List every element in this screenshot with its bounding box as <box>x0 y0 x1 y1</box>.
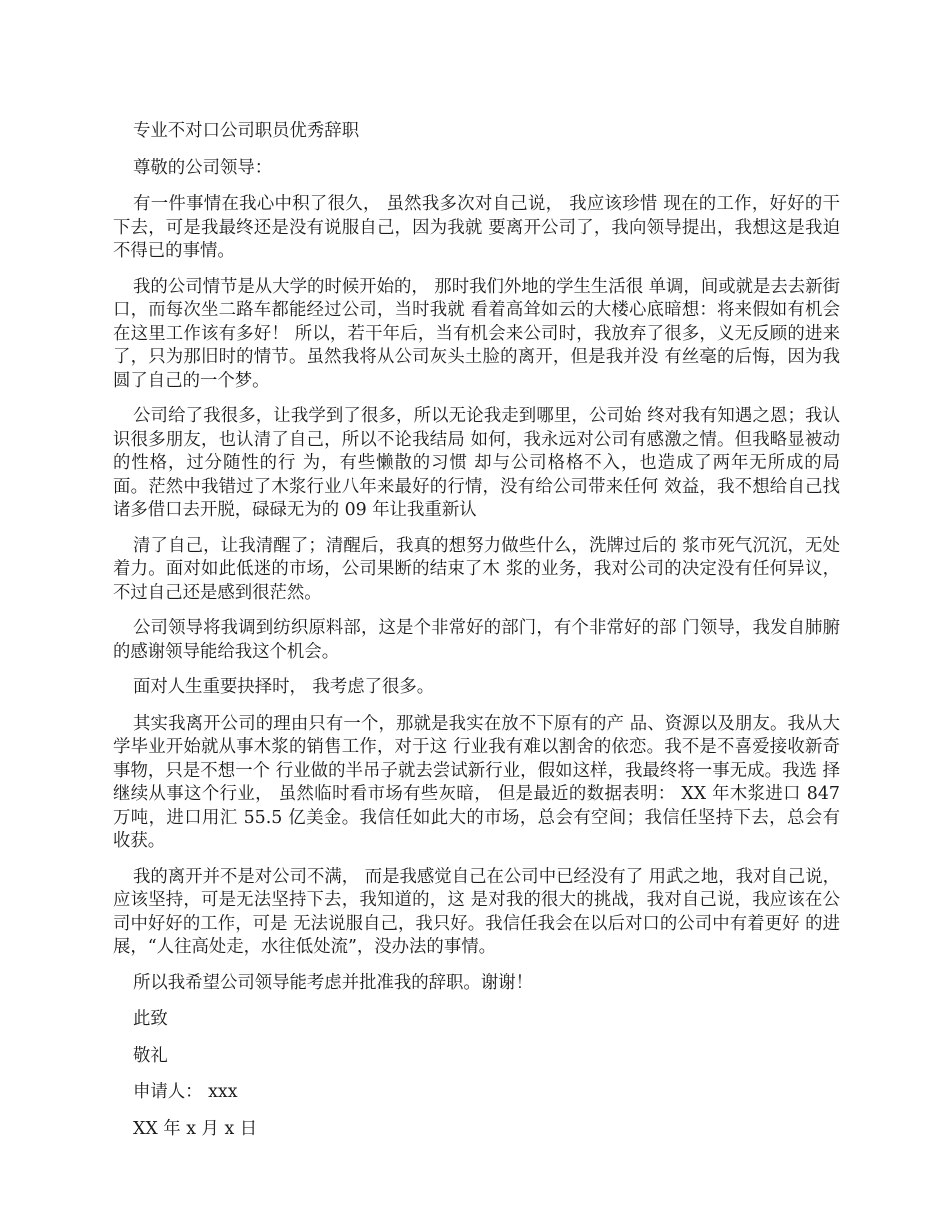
body-paragraph: 清了自己，让我清醒了；清醒后，我真的想努力做些什么，洗牌过后的 浆市死气沉沉，无处着力。面对如此低迷的市场，公司果断的结束了木 浆的业务，我对公司的决定没有任何异议，不过自己还是感到很茫然。 <box>113 535 840 603</box>
body-paragraph: 面对人生重要抉择时， 我考虑了很多。 <box>133 677 435 697</box>
closing-salutation: 此致 <box>133 1009 168 1029</box>
resignation-letter <box>113 120 840 1154</box>
body-paragraph: 公司领导将我调到纺织原料部，这是个非常好的部门，有个非常好的部 门领导，我发自肺腑的感谢领导能给我这个机会。 <box>113 618 840 662</box>
body-paragraph: 我的离开并不是对公司不满， 而是我感觉自己在公司中已经没有了 用武之地，我对自己说，应该坚持，可是无法坚持下去，我知道的，这 是对我的很大的挑战，我对自己说，我应该在公司中好好的工作，可是 无法说服自己，我只好。我信任我会在以后对口的公司中有着更好 的进展，“人往高处走，水往低处流”，没办法的事情。 <box>113 866 840 957</box>
letter-date: XX 年 x 月 x 日 <box>133 1118 258 1139</box>
body-paragraph: 其实我离开公司的理由只有一个，那就是我实在放不下原有的产 品、资源以及朋友。我从大学毕业开始就从事木浆的销售工作，对于这 行业我有难以割舍的依恋。我不是不喜爱接收新奇事物，只是不想一个 行业做的半吊子就去尝试新行业，假如这样，我最终将一事无成。我选 择继续从事这个行业， 虽然临时看市场有些灰暗， 但是最近的数据表明： XX 年木浆进口 847 万吨，进口用汇 55.5 亿美金。我信任如此大的市场，总会有空间；我信任坚持下去，总会有收获。 <box>113 713 840 851</box>
body-paragraph: 公司给了我很多，让我学到了很多，所以无论我走到哪里，公司始 终对我有知遇之恩；我认识很多朋友，也认清了自己，所以不论我结局 如何，我永远对公司有感激之情。但我略显被动的性格，过分随性的行 为，有些懒散的习惯 却与公司格格不入，也造成了两年无所成的局 面。茫然中我错过了木浆行业八年来最好的行情，没有给公司带来任何 效益，我不想给自己找诸多借口去开脱，碌碌无为的 09 年让我重新认 <box>113 406 840 520</box>
closing-request: 所以我希望公司领导能考虑并批准我的辞职。谢谢！ <box>133 972 533 993</box>
greeting: 尊敬的公司领导： <box>133 157 273 178</box>
body-paragraph: 我的公司情节是从大学的时候开始的， 那时我们外地的学生生活很 单调，间或就是去去新街口，而每次坐二路车都能经过公司，当时我就 看着高耸如云的大楼心底暗想：将来假如有机会在这里工作该有多好！ 所以，若干年后，当有机会来公司时，我放弃了很多，义无反顾的进来 了，只为那旧时的情节。虽然我将从公司灰头土脸的离开，但是我并没 有丝毫的后悔，因为我圆了自己的一个梦。 <box>113 276 840 391</box>
applicant-signature: 申请人： xxx <box>133 1082 238 1102</box>
document-title: 专业不对口公司职员优秀辞职 <box>133 121 360 141</box>
body-paragraph: 有一件事情在我心中积了很久， 虽然我多次对自己说， 我应该珍惜 现在的工作，好好的干下去，可是我最终还是没有说服自己，因为我就 要离开公司了，我向领导提出，我想这是我迫不得已的事情。 <box>113 194 840 261</box>
closing-regards: 敬礼 <box>133 1045 168 1066</box>
